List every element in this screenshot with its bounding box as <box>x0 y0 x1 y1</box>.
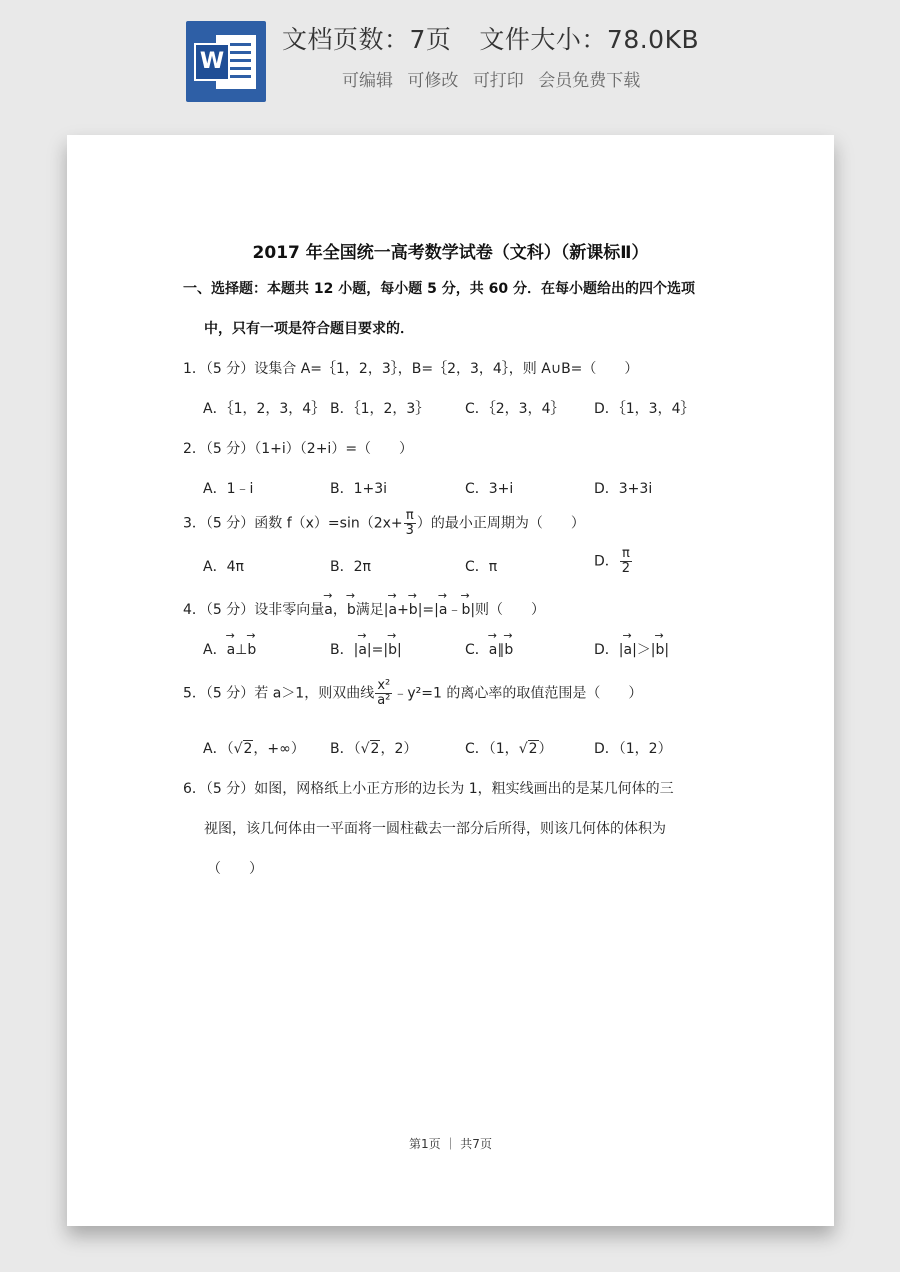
vector-b: → b <box>409 602 418 618</box>
q2-option-d: D．3+3i <box>594 481 653 497</box>
q4-d-label: D．| <box>594 642 624 658</box>
q2-option-c: C．3+i <box>465 481 514 497</box>
feature-list <box>342 66 649 91</box>
question-6-line1: 6．（5 分）如图，网格纸上小正方形的边长为 1，粗实线画出的是某几何体的三 <box>183 781 674 797</box>
q3-d-fraction <box>620 547 632 576</box>
page-footer: 第1页 ｜ 共7页 <box>409 1137 492 1151</box>
q5-option-a <box>203 738 305 758</box>
q5-option-c <box>465 738 553 758</box>
vector-b: → b <box>347 602 356 618</box>
q3-option-b: B．2π <box>330 559 371 575</box>
vector-b: → b <box>504 642 513 658</box>
q3-frac-den: 3 <box>405 523 414 538</box>
q4-stem-post: |则（ ） <box>470 602 546 618</box>
q3-option-a: A．4π <box>203 559 244 575</box>
question-1-stem: 1．（5 分）设集合 A=｛1，2，3｝，B=｛2，3，4｝，则 A∪B=（ ） <box>183 361 639 377</box>
vector-a: → a <box>227 642 236 658</box>
q3-stem-post: ）的最小正周期为（ ） <box>416 515 585 532</box>
document-page <box>67 135 834 1226</box>
q3-fraction <box>404 509 416 538</box>
q4-option-b <box>330 639 402 659</box>
vector-b: → b <box>247 642 256 658</box>
sqrt-symbol: √ <box>518 741 528 757</box>
q2-option-a: A．1﹣i <box>203 481 254 497</box>
q4-a-label: A． <box>203 642 227 658</box>
q3-option-c: C．π <box>465 559 498 575</box>
question-5-stem <box>183 679 642 708</box>
document-info-header <box>0 0 900 120</box>
q5-a-pre: A．（ <box>203 741 234 757</box>
q5-b-root: 2 <box>370 741 380 757</box>
feature-editable: 可编辑 <box>342 71 393 91</box>
q4-d-bar: | <box>664 642 670 658</box>
vector-a: → a <box>388 602 397 618</box>
q4-b-eq: |=| <box>366 642 389 658</box>
q5-option-b <box>330 738 417 758</box>
q4-option-c <box>465 639 513 659</box>
question-3-stem <box>183 509 585 538</box>
q4-abs-eq: |=| <box>417 602 439 618</box>
question-4-stem <box>183 599 545 619</box>
q4-c-label: C． <box>465 642 489 658</box>
perpendicular-symbol: ⊥ <box>235 642 248 658</box>
q5-a-root: 2 <box>243 741 253 757</box>
q3-d-den: 2 <box>621 561 631 576</box>
word-letter-badge: W <box>194 43 230 81</box>
q4-option-a <box>203 639 256 659</box>
vector-b: → b <box>656 642 665 658</box>
q5-frac-num: x² <box>375 679 392 694</box>
q3-d-num: π <box>620 547 632 562</box>
q5-stem-pre: 5．（5 分）若 a＞1，则双曲线 <box>183 685 375 702</box>
vector-a: → a <box>489 642 498 658</box>
q3-option-d-label: D． <box>594 553 619 570</box>
q1-option-b: B．｛1，2，3｝ <box>330 401 430 417</box>
feature-printable: 可打印 <box>472 71 524 91</box>
q4-option-d <box>594 639 669 659</box>
vector-a: → a <box>324 602 333 618</box>
q1-option-a: A．｛1，2，3，4｝ <box>203 401 326 417</box>
file-size-label: 文件大小：78.0KB <box>479 25 700 54</box>
q5-frac-den: a² <box>377 693 391 708</box>
word-document-icon <box>186 21 266 102</box>
q5-option-d: D．（1，2） <box>594 741 672 757</box>
vector-a: → a <box>439 602 448 618</box>
q5-c-pre: C．（1， <box>465 741 519 757</box>
vector-a: → a <box>358 642 367 658</box>
section-instructions-line2: 中，只有一项是符合题目要求的． <box>204 321 414 337</box>
parallel-symbol: ∥ <box>497 642 505 658</box>
sqrt-symbol: √ <box>360 741 370 757</box>
document-stats <box>282 20 699 56</box>
q4-minus: ﹣ <box>447 602 462 618</box>
vector-b: → b <box>388 642 397 658</box>
question-6-line2: 视图，该几何体由一平面将一圆柱截去一部分后所得，则该几何体的体积为 <box>204 821 666 837</box>
q3-stem-pre: 3．（5 分）函数 f（x）=sin（2x+ <box>183 515 403 532</box>
q5-a-post: ，+∞） <box>253 741 305 757</box>
q4-d-gt: |＞| <box>632 642 656 658</box>
q4-sep: ， <box>332 602 347 618</box>
sqrt-symbol: √ <box>233 741 243 757</box>
q3-option-d <box>594 547 633 576</box>
vector-a: → a <box>624 642 633 658</box>
q5-c-post: ） <box>538 741 553 757</box>
q4-stem-mid: 满足| <box>355 602 389 618</box>
question-2-stem: 2．（5 分）（1+i）（2+i）=（ ） <box>183 441 414 457</box>
exam-title: 2017 年全国统一高考数学试卷（文科）（新课标Ⅱ） <box>252 243 649 263</box>
q4-stem-pre: 4．（5 分）设非零向量 <box>183 602 325 618</box>
q2-option-b: B．1+3i <box>330 481 388 497</box>
q1-option-c: C．｛2，3，4｝ <box>465 401 565 417</box>
q4-b-label: B．| <box>330 642 359 658</box>
vector-b: → b <box>461 602 470 618</box>
q4-b-bar: | <box>396 642 402 658</box>
q5-fraction <box>375 679 392 708</box>
page-count-label: 文档页数：7页 <box>282 25 452 54</box>
q5-b-post: ，2） <box>380 741 418 757</box>
q4-plus: + <box>397 602 409 618</box>
section-instructions-line1: 一、选择题：本题共 12 小题，每小题 5 分，共 60 分．在每小题给出的四个选项 <box>183 281 695 297</box>
q5-b-pre: B．（ <box>330 741 361 757</box>
q1-option-d: D．｛1，3，4｝ <box>594 401 695 417</box>
feature-modifiable: 可修改 <box>407 71 459 91</box>
q5-c-root: 2 <box>528 741 538 757</box>
q5-stem-post: ﹣y²=1 的离心率的取值范围是（ ） <box>393 685 643 702</box>
question-6-line3: （ ） <box>207 861 263 877</box>
q3-frac-num: π <box>404 509 416 524</box>
feature-member-download: 会员免费下载 <box>538 71 641 91</box>
